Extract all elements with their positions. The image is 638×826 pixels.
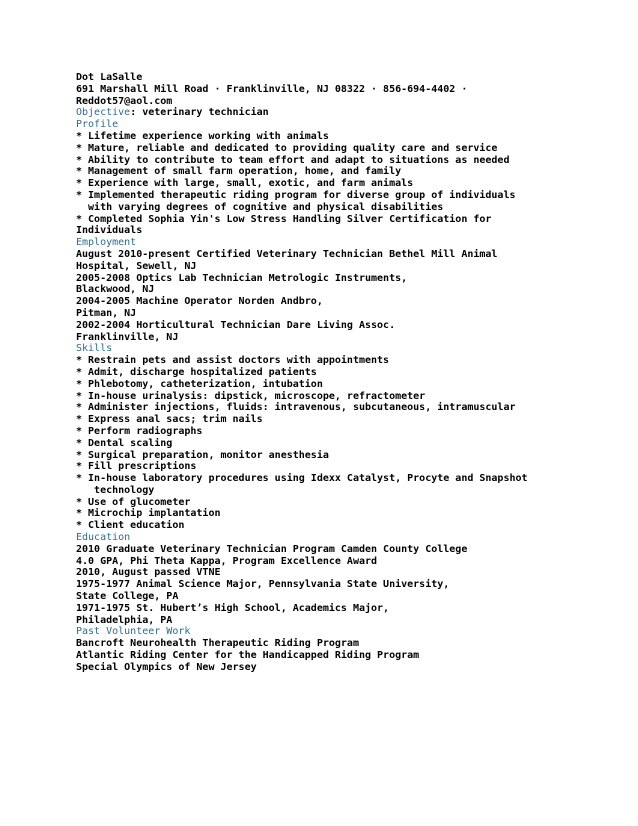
profile-list-item-text: * Ability to contribute to team effort and adapt to situations as needed <box>76 154 510 166</box>
skills-list-item <box>76 508 566 520</box>
skills-list-item-text: * Use of glucometer <box>76 496 191 508</box>
skills-list-item-text: technology <box>76 484 155 496</box>
profile-list-item-text: * Experience with large, small, exotic, and farm animals <box>76 178 414 190</box>
contact-address-line: 691 Marshall Mill Road · Franklinville, NJ 08322 · 856-694-4402 · <box>76 83 468 95</box>
profile-list-item-text: Individuals <box>76 225 143 237</box>
skills-list-item-text: * In-house urinalysis: dipstick, microscope, refractometer <box>76 390 426 402</box>
profile-list-item <box>76 155 566 167</box>
skills-list-item <box>76 379 566 391</box>
resume-name: Dot LaSalle <box>76 72 143 83</box>
employment-line: Hospital, Sewell, NJ <box>76 260 197 272</box>
education-heading: Education <box>76 532 131 544</box>
skills-list-item-text: * Express anal sacs; trim nails <box>76 414 263 426</box>
profile-list-item <box>76 214 566 238</box>
profile-list-item <box>76 131 566 143</box>
employment-line: Franklinville, NJ <box>76 331 179 343</box>
objective-text: : veterinary technician <box>130 107 269 119</box>
volunteer-heading: Past Volunteer Work <box>76 626 191 638</box>
skills-list-item-text: * Restrain pets and assist doctors with appointments <box>76 355 390 367</box>
employment-line: 2002-2004 Horticultural Technician Dare Living Assoc. <box>76 319 396 331</box>
profile-list-item-text: * Mature, reliable and dedicated to providing quality care and service <box>76 142 498 154</box>
skills-list-item <box>76 355 566 367</box>
skills-list-item <box>76 438 566 450</box>
resume-document <box>76 72 566 674</box>
skills-list-item-text: * Perform radiographs <box>76 425 203 437</box>
skills-list-item <box>76 461 566 473</box>
skills-list-item-text: * In-house laboratory procedures using Idexx Catalyst, Procyte and Snapshot <box>76 473 528 485</box>
skills-list-item <box>76 520 566 532</box>
skills-list-item-text: * Microchip implantation <box>76 508 221 520</box>
volunteer-list <box>76 638 566 673</box>
skills-list-item <box>76 473 566 497</box>
profile-list-item-text: with varying degrees of cognitive and physical disabilities <box>76 201 444 213</box>
education-list <box>76 544 566 627</box>
skills-list-item <box>76 426 566 438</box>
profile-list-item <box>76 143 566 155</box>
skills-list-item <box>76 450 566 462</box>
employment-line: 2005-2008 Optics Lab Technician Metrologic Instruments, <box>76 272 408 284</box>
education-line: Philadelphia, PA <box>76 614 173 626</box>
education-line: 1975-1977 Animal Science Major, Pennsylvania State University, <box>76 579 450 591</box>
education-line: 2010 Graduate Veterinary Technician Program Camden County College <box>76 543 468 555</box>
contact-email: Reddot57@aol.com <box>76 95 173 107</box>
employment-line: 2004-2005 Machine Operator Norden Andbro, <box>76 296 323 308</box>
employment-list <box>76 249 566 343</box>
employment-line: Blackwood, NJ <box>76 284 155 296</box>
employment-line: August 2010-present Certified Veterinary Technician Bethel Mill Animal <box>76 248 498 260</box>
education-line: 4.0 GPA, Phi Theta Kappa, Program Excellence Award <box>76 555 378 567</box>
volunteer-line: Atlantic Riding Center for the Handicapped Riding Program <box>76 650 420 662</box>
skills-list-item <box>76 497 566 509</box>
volunteer-line: Special Olympics of New Jersey <box>76 661 257 673</box>
profile-list-item-text: * Lifetime experience working with animals <box>76 130 329 142</box>
skills-list-item-text: * Client education <box>76 520 185 532</box>
skills-list-item-text: * Dental scaling <box>76 437 173 449</box>
skills-list-item <box>76 402 566 414</box>
profile-list-item-text: * Implemented therapeutic riding program for diverse group of individuals <box>76 189 516 201</box>
profile-list-item <box>76 166 566 178</box>
profile-list-item <box>76 178 566 190</box>
skills-heading: Skills <box>76 343 113 355</box>
profile-heading: Profile <box>76 119 119 131</box>
employment-heading: Employment <box>76 237 137 249</box>
education-line: 1971-1975 St. Hubert’s High School, Academics Major, <box>76 602 390 614</box>
employment-line: Pitman, NJ <box>76 307 137 319</box>
skills-list-item <box>76 391 566 403</box>
profile-list-item-text: * Management of small farm operation, home, and family <box>76 166 402 178</box>
profile-list-item-text: * Completed Sophia Yin's Low Stress Handling Silver Certification for <box>76 213 492 225</box>
skills-list-item-text: * Fill prescriptions <box>76 461 197 473</box>
education-line: State College, PA <box>76 591 179 603</box>
skills-list-item-text: * Surgical preparation, monitor anesthesia <box>76 449 329 461</box>
skills-list <box>76 355 566 532</box>
profile-list <box>76 131 566 237</box>
objective-line <box>76 107 566 119</box>
profile-list-item <box>76 190 566 214</box>
skills-list-item <box>76 414 566 426</box>
objective-label: Objective <box>76 107 131 119</box>
skills-list-item-text: * Phlebotomy, catheterization, intubation <box>76 378 323 390</box>
skills-list-item <box>76 367 566 379</box>
skills-list-item-text: * Admit, discharge hospitalized patients <box>76 366 317 378</box>
skills-list-item-text: * Administer injections, fluids: intravenous, subcutaneous, intramuscular <box>76 402 516 414</box>
volunteer-line: Bancroft Neurohealth Therapeutic Riding Program <box>76 638 359 650</box>
education-line: 2010, August passed VTNE <box>76 567 221 579</box>
